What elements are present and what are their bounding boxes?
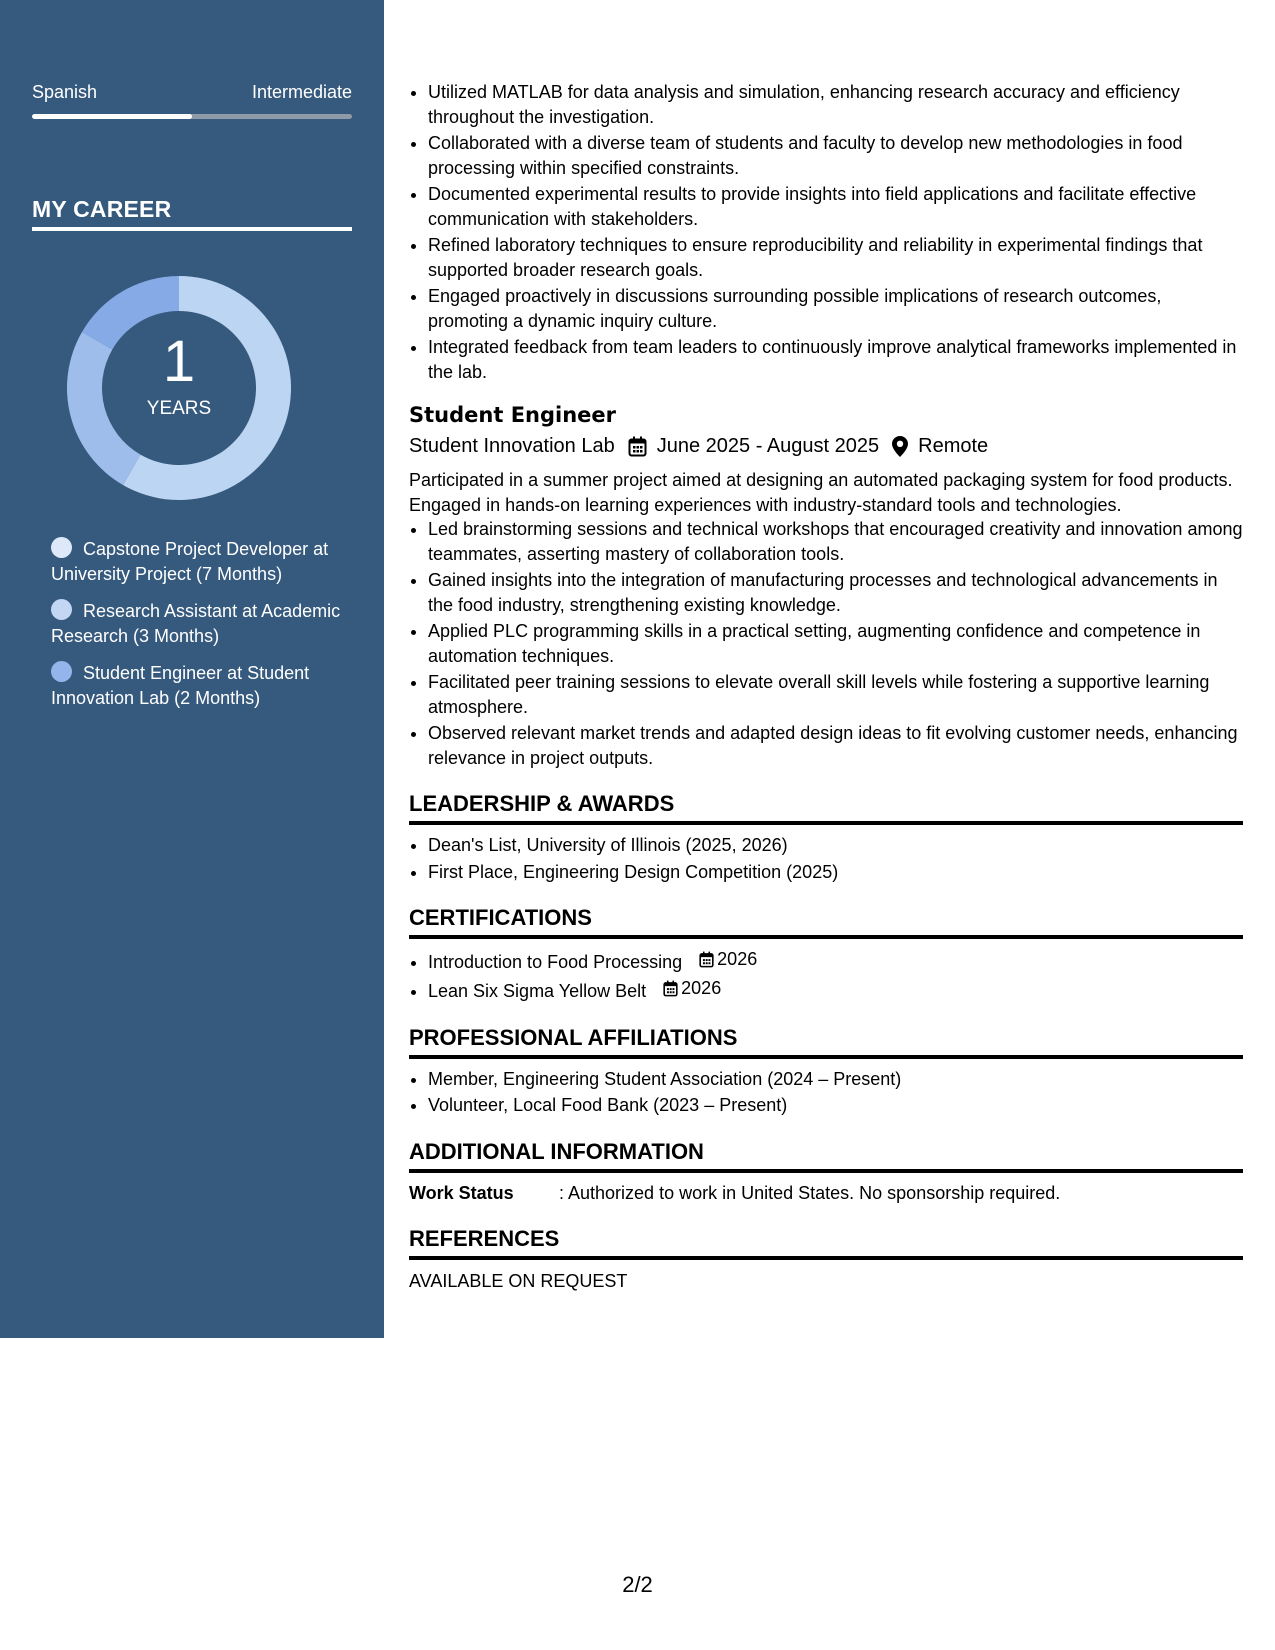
leadership-list <box>409 833 1243 884</box>
language-level: Intermediate <box>251 82 352 102</box>
career-heading: MY CAREER <box>32 196 172 222</box>
certification-item <box>428 947 1243 974</box>
calendar-icon <box>628 436 647 457</box>
job-company: Student Innovation Lab <box>409 435 615 457</box>
bullet-item: • Facilitated peer training sessions to elevate overall skill levels while fostering a supportive learning atmosphere. <box>428 670 1243 719</box>
sidebar <box>0 0 384 1338</box>
bullet-item: • Dean's List, University of Illinois (2025, 2026) <box>428 833 1243 858</box>
language-proficiency-bar <box>32 114 352 119</box>
certification-name: Introduction to Food Processing <box>428 951 683 972</box>
career-item-text: Research Assistant at Academic Research (3 Months) <box>51 601 341 646</box>
donut-unit: YEARS <box>146 398 212 419</box>
career-item <box>51 537 351 587</box>
job-description: Participated in a summer project aimed at designing an automated packaging system for food products. Engaged in hands-on learning experiences with industry-standard tools and technologies. <box>409 470 1233 515</box>
job-location: Remote <box>918 435 989 457</box>
certifications-list <box>409 947 1243 1004</box>
affiliations-list <box>409 1067 1243 1118</box>
work-status-value: : Authorized to work in United States. No sponsorship required. <box>559 1182 1061 1203</box>
main-content <box>409 80 1243 1294</box>
career-heading-rule <box>32 227 352 231</box>
language-row <box>32 82 352 103</box>
bullet-item: • Observed relevant market trends and adapted design ideas to fit evolving customer needs, enhancing relevance in project outputs. <box>428 721 1243 770</box>
bullet-item: • Member, Engineering Student Association (2024 – Present) <box>428 1067 1243 1092</box>
language-proficiency-fill <box>32 114 192 119</box>
job-meta <box>409 430 1243 462</box>
bullet-item: • Led brainstorming sessions and technical workshops that encouraged creativity and innovation among teammates, asserting mastery of collaboration tools. <box>428 517 1243 566</box>
career-dot <box>51 599 72 620</box>
bullet-item: • Applied PLC programming skills in a practical setting, augmenting confidence and competence in automation techniques. <box>428 619 1243 668</box>
certification-year: 2026 <box>717 949 758 969</box>
job-title: Student Engineer <box>409 403 617 427</box>
career-years-donut <box>66 275 292 501</box>
career-list <box>51 537 351 723</box>
work-status-label: Work Status <box>409 1182 514 1203</box>
certification-item <box>428 976 1243 1003</box>
career-item-text: Student Engineer at Student Innovation Lab (2 Months) <box>51 663 310 708</box>
career-dot <box>51 537 72 558</box>
section-heading-references: REFERENCES <box>409 1223 1243 1260</box>
job-dates: June 2025 - August 2025 <box>656 435 880 457</box>
certification-year: 2026 <box>681 978 722 999</box>
references-text: AVAILABLE ON REQUEST <box>409 1270 628 1291</box>
bullet-item: • Engaged proactively in discussions surrounding possible implications of research outcomes, promoting a dynamic inquiry culture. <box>428 284 1243 333</box>
previous-job-bullets <box>409 80 1243 384</box>
career-item <box>51 599 351 649</box>
career-item <box>51 661 351 711</box>
bullet-item: • First Place, Engineering Design Competition (2025) <box>428 860 1243 885</box>
bullet-item: • Refined laboratory techniques to ensure reproducibility and reliability in experimental findings that supported broader research goals. <box>428 233 1243 282</box>
bullet-item: • Collaborated with a diverse team of students and faculty to develop new methodologies in food processing within specified constraints. <box>428 131 1243 180</box>
donut-segment-2 <box>67 332 141 485</box>
section-heading-leadership: LEADERSHIP & AWARDS <box>409 788 1243 825</box>
calendar-icon <box>663 980 678 997</box>
job-bullets <box>409 517 1243 770</box>
bullet-item: • Utilized MATLAB for data analysis and simulation, enhancing research accuracy and efficiency throughout the investigation. <box>428 80 1243 129</box>
bullet-item: • Integrated feedback from team leaders to continuously improve analytical frameworks implemented in the lab. <box>428 335 1243 384</box>
language-name: Spanish <box>32 82 98 102</box>
bullet-item: • Documented experimental results to provide insights into field applications and facilitate effective communication with stakeholders. <box>428 182 1243 231</box>
calendar-icon <box>699 951 714 968</box>
page-number: 2/2 <box>622 1572 653 1597</box>
work-status-row <box>409 1181 1243 1205</box>
certification-name: Lean Six Sigma Yellow Belt <box>428 981 647 1001</box>
section-heading-affiliations: PROFESSIONAL AFFILIATIONS <box>409 1022 1243 1059</box>
career-item-text: Capstone Project Developer at University Project (7 Months) <box>51 539 329 584</box>
donut-value: 1 <box>162 329 196 394</box>
bullet-item: • Volunteer, Local Food Bank (2023 – Present) <box>428 1093 1243 1118</box>
bullet-item: • Gained insights into the integration of manufacturing processes and technological advancements in the food industry, strengthening existing knowledge. <box>428 568 1243 617</box>
location-pin-icon <box>892 436 908 457</box>
career-dot <box>51 661 72 682</box>
section-heading-certifications: CERTIFICATIONS <box>409 902 1243 939</box>
section-heading-additional: ADDITIONAL INFORMATION <box>409 1136 1243 1173</box>
